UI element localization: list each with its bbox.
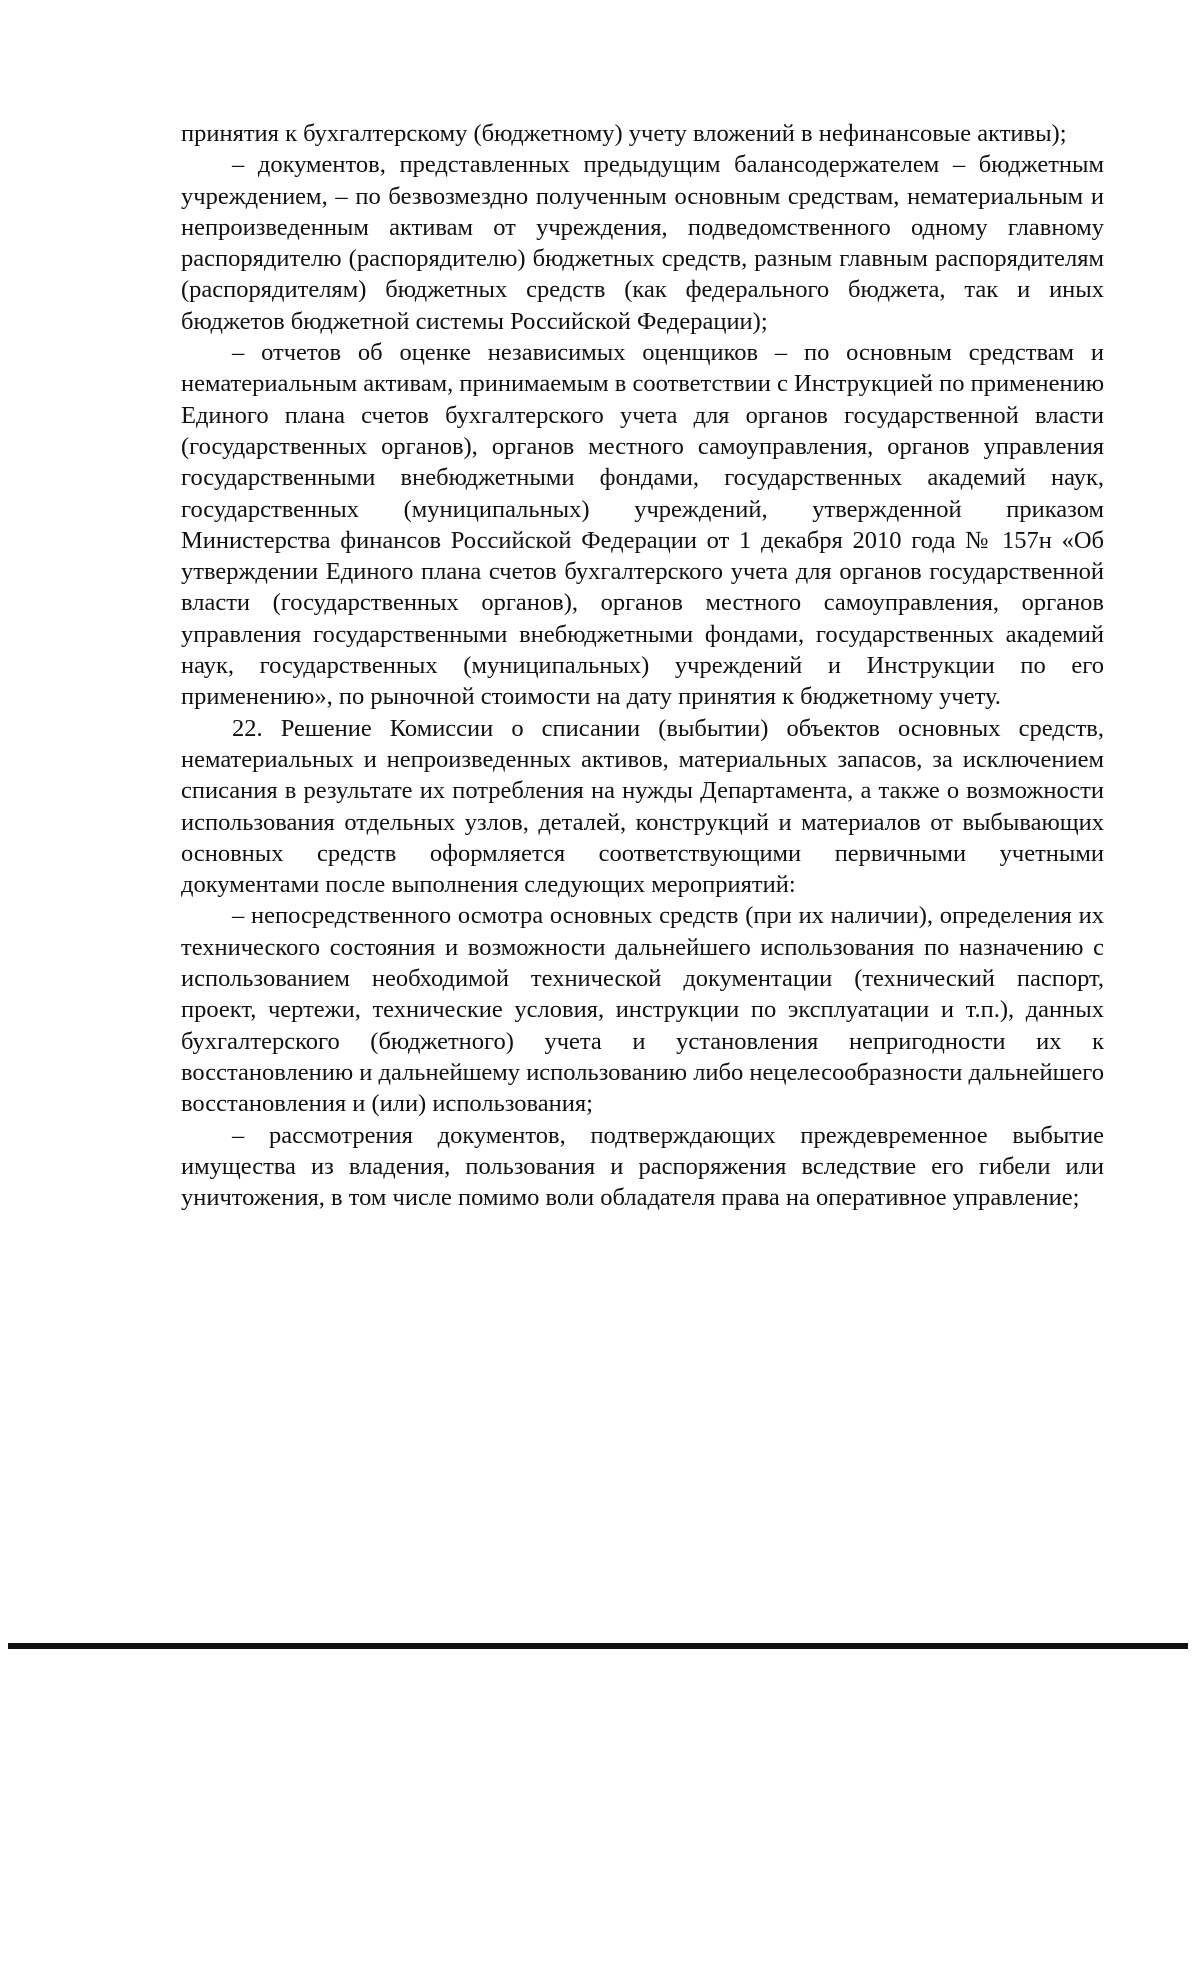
paragraph-document-review: – рассмотрения документов, подтверждающих преждевременное выбытие имущества из владения, пользования и распоряжения вследствие его гибели или уничтожения, в том числе помимо воли обладателя права на оперативное управление; bbox=[181, 1121, 1104, 1212]
paragraph-continuation: принятия к бухгалтерскому (бюджетному) учету вложений в нефинансовые активы); bbox=[181, 120, 1067, 147]
paragraph-commission-decision: 22. Решение Комиссии о списании (выбытии) объектов основных средств, нематериальных и непроизведенных активов, материальных запасов, за исключением списания в результате их потребления на нужды Департамента, а также о возможности использования отдельных узлов, деталей, конструкций и материалов от выбывающих основных средств оформляется соответствующими первичными учетными документами после выполнения следующих мероприятий: bbox=[181, 714, 1104, 899]
bottom-divider-line bbox=[8, 1643, 1188, 1649]
paragraph-predecessor-documents: – документов, представленных предыдущим балансодержателем – бюджетным учреждением, – по безвозмездно полученным основным средствам, нематериальным и непроизведенным активам от учреждения, подведомственного одному главному распорядителю (распорядителю) бюджетных средств, разным главным распорядителям (распорядителям) бюджетных средств (как федерального бюджета, так и иных бюджетов бюджетной системы Российской Федерации); bbox=[181, 151, 1104, 335]
document-body bbox=[181, 118, 1104, 1213]
paragraph-direct-inspection: – непосредственного осмотра основных средств (при их наличии), определения их технического состояния и возможности дальнейшего использования по назначению с использованием необходимой технической документации (технический паспорт, проект, чертежи, технические условия, инструкции по эксплуатации и т.п.), данных бухгалтерского (бюджетного) учета и установления непригодности их к восстановлению и дальнейшему использованию либо нецелесообразности дальнейшего восстановления и (или) использования; bbox=[181, 902, 1104, 1118]
paragraph-appraisal-reports: – отчетов об оценке независимых оценщиков – по основным средствам и нематериальным активам, принимаемым в соответствии с Инструкцией по применению Единого плана счетов бухгалтерского учета для органов государственной власти (государственных органов), органов местного самоуправления, органов управления государственными внебюджетными фондами, государственных академий наук, государственных (муниципальных) учреждений, утвержденной приказом Министерства финансов Российской Федерации от 1 декабря 2010 года № 157н «Об утверждении Единого плана счетов бухгалтерского учета для органов государственной власти (государственных органов), органов местного самоуправления, органов управления государственными внебюджетными фондами, государственных академий наук, государственных (муниципальных) учреждений и Инструкции по его применению», по рыночной стоимости на дату принятия к бюджетному учету. bbox=[181, 339, 1104, 711]
